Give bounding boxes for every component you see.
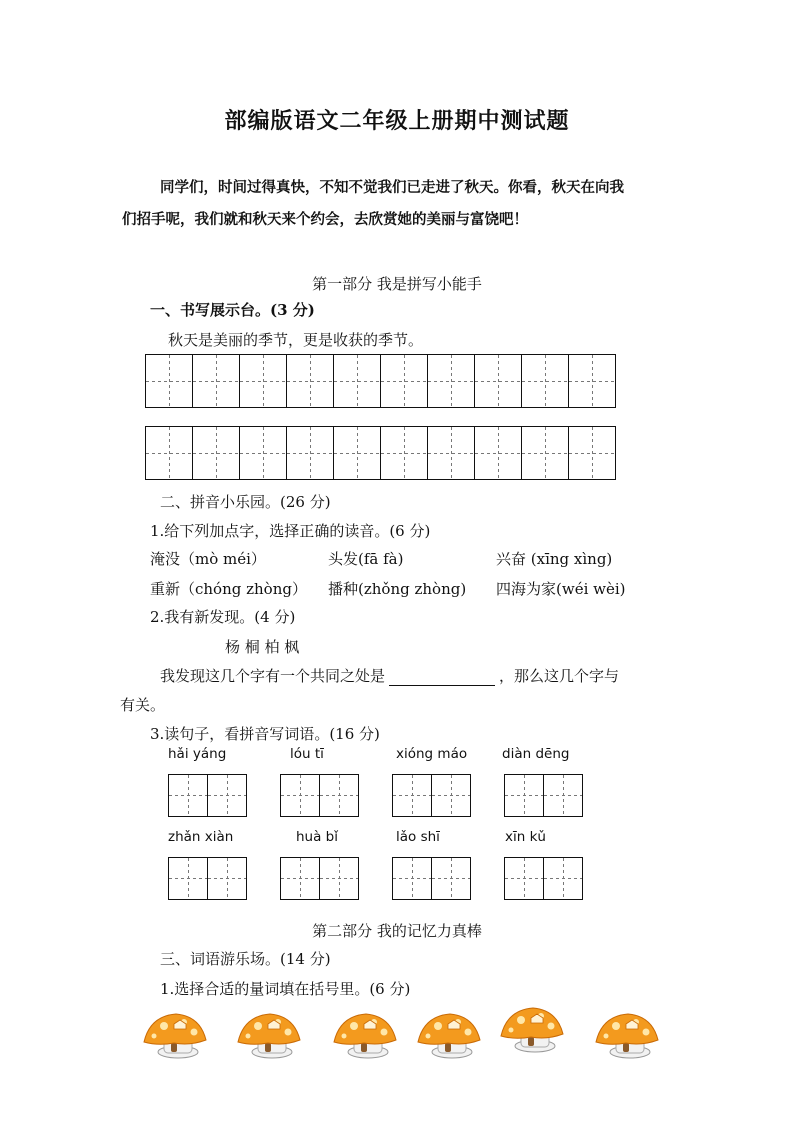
section1-title: 一、书写展示台。(3 分) <box>150 301 315 319</box>
q1-item-4: 重新（chóng zhòng） <box>150 580 307 598</box>
mushroom-house-icon <box>592 1010 662 1060</box>
pinyin-1: hǎi yáng <box>168 746 227 762</box>
pinyin-4: diàn dēng <box>502 746 570 762</box>
q1-item-2: 头发(fā fà) <box>328 550 404 568</box>
grid-cell[interactable] <box>146 355 193 407</box>
pinyin-8: xīn kǔ <box>505 829 546 845</box>
part1-heading: 第一部分 我是拼写小能手 <box>312 275 482 293</box>
word-box-8[interactable] <box>504 857 583 900</box>
q1-prompt: 1.给下列加点字，选择正确的读音。(6 分) <box>150 522 431 540</box>
word-box-2[interactable] <box>280 774 359 817</box>
q1-item-3: 兴奋 (xīng xìng) <box>496 550 613 568</box>
pinyin-7: lǎo shī <box>396 829 440 845</box>
grid-cell[interactable] <box>193 427 240 479</box>
q2-text-after: ，那么这几个字与 <box>499 667 620 685</box>
word-box-6[interactable] <box>280 857 359 900</box>
grid-cell[interactable] <box>240 427 287 479</box>
writing-grid-row-1[interactable] <box>145 354 616 408</box>
q2-chars: 杨 桐 柏 枫 <box>225 638 300 656</box>
q1-item-5: 播种(zhǒng zhòng) <box>328 580 467 598</box>
q2-answer-blank[interactable] <box>389 669 495 686</box>
grid-cell[interactable] <box>334 355 381 407</box>
grid-cell[interactable] <box>522 355 569 407</box>
grid-cell[interactable] <box>381 427 428 479</box>
intro-line-2: 们招手呢，我们就和秋天来个约会，去欣赏她的美丽与富饶吧！ <box>122 211 528 228</box>
grid-cell[interactable] <box>475 355 522 407</box>
q2-text-before: 我发现这几个字有一个共同之处是 <box>160 667 386 685</box>
pinyin-3: xióng máo <box>396 746 468 762</box>
mushroom-house-icon <box>234 1010 304 1060</box>
grid-cell[interactable] <box>381 355 428 407</box>
part2-heading: 第二部分 我的记忆力真棒 <box>312 922 482 940</box>
grid-cell[interactable] <box>569 427 616 479</box>
section2-title: 二、拼音小乐园。(26 分) <box>160 493 331 511</box>
grid-cell[interactable] <box>193 355 240 407</box>
q1-item-6: 四海为家(wéi wèi) <box>496 580 626 598</box>
word-box-7[interactable] <box>392 857 471 900</box>
mushroom-house-icon <box>497 1004 567 1054</box>
word-box-4[interactable] <box>504 774 583 817</box>
grid-cell[interactable] <box>522 427 569 479</box>
section3-title: 三、词语游乐场。(14 分) <box>160 950 331 968</box>
section3-q1-prompt: 1.选择合适的量词填在括号里。(6 分) <box>160 980 411 998</box>
q2-sentence <box>160 665 619 686</box>
q3-prompt: 3.读句子，看拼音写词语。(16 分) <box>150 725 380 743</box>
q2-prompt: 2.我有新发现。(4 分) <box>150 608 296 626</box>
mushroom-house-icon <box>330 1010 400 1060</box>
grid-cell[interactable] <box>428 355 475 407</box>
section1-sentence: 秋天是美丽的季节，更是收获的季节。 <box>168 331 424 349</box>
grid-cell[interactable] <box>240 355 287 407</box>
grid-cell[interactable] <box>287 355 334 407</box>
grid-cell[interactable] <box>475 427 522 479</box>
intro-line-1: 同学们，时间过得真快，不知不觉我们已走进了秋天。你看，秋天在向我 <box>160 179 624 196</box>
q1-item-1: 淹没（mò méi） <box>150 550 266 568</box>
page-title: 部编版语文二年级上册期中测试题 <box>224 108 570 134</box>
grid-cell[interactable] <box>569 355 616 407</box>
writing-grid-row-2[interactable] <box>145 426 616 480</box>
mushroom-house-icon <box>140 1010 210 1060</box>
word-box-1[interactable] <box>168 774 247 817</box>
q2-sentence-cont: 有关。 <box>120 696 166 714</box>
pinyin-2: lóu tī <box>290 746 324 762</box>
grid-cell[interactable] <box>287 427 334 479</box>
word-box-5[interactable] <box>168 857 247 900</box>
pinyin-5: zhǎn xiàn <box>168 829 234 845</box>
grid-cell[interactable] <box>146 427 193 479</box>
grid-cell[interactable] <box>334 427 381 479</box>
pinyin-6: huà bǐ <box>296 829 338 845</box>
word-box-3[interactable] <box>392 774 471 817</box>
mushroom-house-icon <box>414 1010 484 1060</box>
grid-cell[interactable] <box>428 427 475 479</box>
